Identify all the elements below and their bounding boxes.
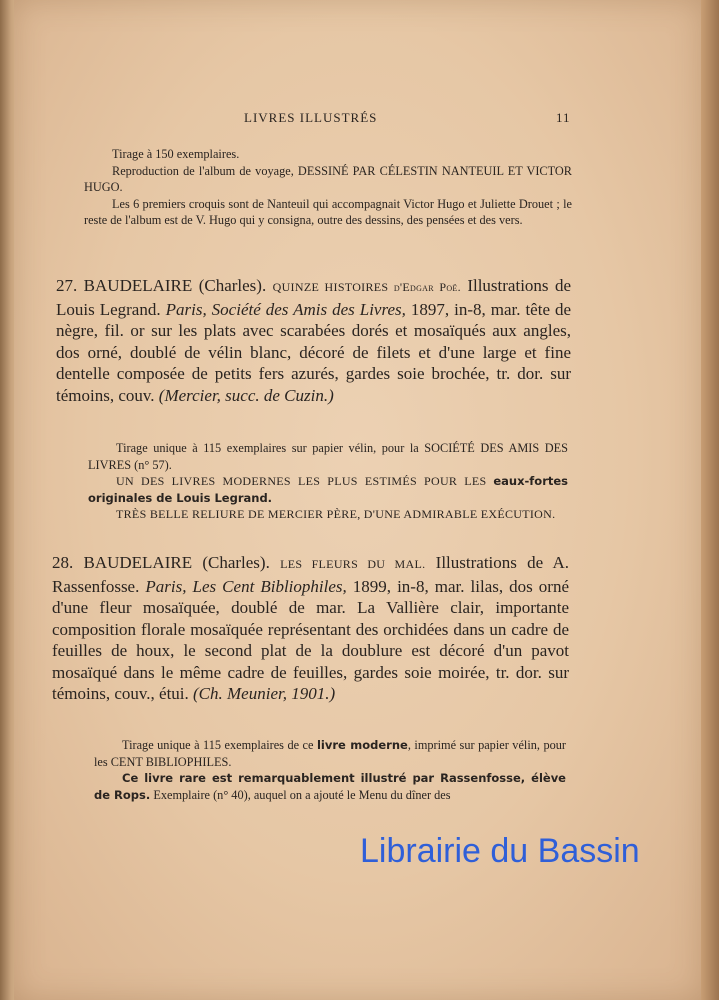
page-number: 11: [556, 110, 571, 125]
entry-28-note-1-a: Tirage unique à 115 exemplaires de ce: [122, 738, 314, 752]
entry-28: [52, 552, 569, 705]
entry-26-note-2: Reproduction de l'album de voyage, DESSINÉ PAR CÉLESTIN NANTEUIL ET VICTOR HUGO.: [84, 163, 572, 195]
entry-28-note-1-bold: livre moderne: [316, 738, 408, 752]
entry-27-publisher: Paris, Société des Amis des Livres,: [165, 299, 406, 319]
entry-26-notes: [84, 146, 572, 229]
entry-27-note-2-intro: UN DES LIVRES MODERNES LES PLUS ESTIMÉS POUR LES: [116, 474, 487, 489]
entry-28-publisher: Paris, Les Cent Bibliophiles,: [145, 576, 347, 596]
entry-27-body: [56, 275, 571, 406]
entry-28-note-2-rest: Exemplaire (n° 40), auquel on a ajouté le Menu du dîner des: [153, 787, 451, 802]
running-header: [0, 110, 719, 134]
entry-28-description: 1899, in-8, mar. lilas, dos orné d'une fleur mosaïquée, doublé de mar. La Vallière clair, importante composition florale mosaïquée représentant des orchidées dans un cadre de feuilles de houx, le second plat de la doublure est décoré d'un pavot mosaïqué dans le même cadre de feuilles, gardes soie moirée, tr. dor. sur témoins, couv., étui.: [52, 576, 570, 703]
seller-watermark: Librairie du Bassin: [360, 832, 640, 870]
entry-28-note-1: [94, 737, 566, 770]
entry-28-note-2: [94, 770, 566, 803]
page-right-edge: [701, 0, 719, 1000]
entry-27-notes: [88, 440, 568, 523]
entry-28-author: BAUDELAIRE (Charles).: [83, 553, 270, 572]
entry-28-number: 28.: [52, 553, 74, 572]
entry-28-note-1-b: , imprimé sur papier vélin, pour les CENT BIBLIOPHILES.: [94, 738, 566, 769]
entry-28-binder: (Ch. Meunier, 1901.): [193, 684, 336, 703]
entry-28-illustrations: Illustrations de A. Rassenfosse.: [52, 553, 569, 596]
entry-27-note-3: TRÈS BELLE RELIURE DE MERCIER PÈRE, D'UNE ADMIRABLE EXÉCUTION.: [116, 507, 556, 522]
entry-27-note-1: Tirage unique à 115 exemplaires sur papier vélin, pour la SOCIÉTÉ DES AMIS DES LIVRES (n° 57).: [88, 441, 568, 472]
entry-26-note-1: Tirage à 150 exemplaires.: [112, 147, 240, 161]
entry-27-description: 1897, in-8, mar. tête de nègre, fil. or sur les plats avec scarabées dorés et mosaïqués aux angles, dos orné, doublé de vélin blanc, décoré de filets et d'une large et fine dentelle composée de petits fers azurés, gardes soie brochée, tr. dor. sur témoins, couv.: [56, 299, 572, 405]
entry-27: [56, 275, 571, 406]
entry-27-number: 27.: [56, 276, 78, 295]
entry-27-title: QUINZE HISTOIRES d'Edgar Poë.: [272, 280, 461, 294]
entry-27-author: BAUDELAIRE (Charles).: [83, 276, 267, 295]
entry-27-binder: (Mercier, succ. de Cuzin.): [158, 385, 334, 405]
entry-28-notes: [94, 737, 566, 803]
entry-28-note-2-bold: Ce livre rare est remarquablement illustré par Rassenfosse, élève de Rops.: [94, 771, 566, 802]
entry-27-note-2-bold: eaux-fortes originales de Louis Legrand.: [88, 474, 569, 505]
entry-27-note-2: [88, 473, 568, 506]
running-title: LIVRES ILLUSTRÉS: [244, 110, 378, 125]
entry-27-illustrations: Illustrations de Louis Legrand.: [56, 276, 571, 319]
entry-28-body: [52, 552, 569, 705]
entry-26-note-3: Les 6 premiers croquis sont de Nanteuil qui accompagnait Victor Hugo et Juliette Drouet ; le reste de l'album est de V. Hugo qui y consigna, outre des dessins, des pensées et des vers.: [84, 196, 572, 228]
entry-28-title: LES FLEURS DU MAL.: [280, 557, 426, 571]
